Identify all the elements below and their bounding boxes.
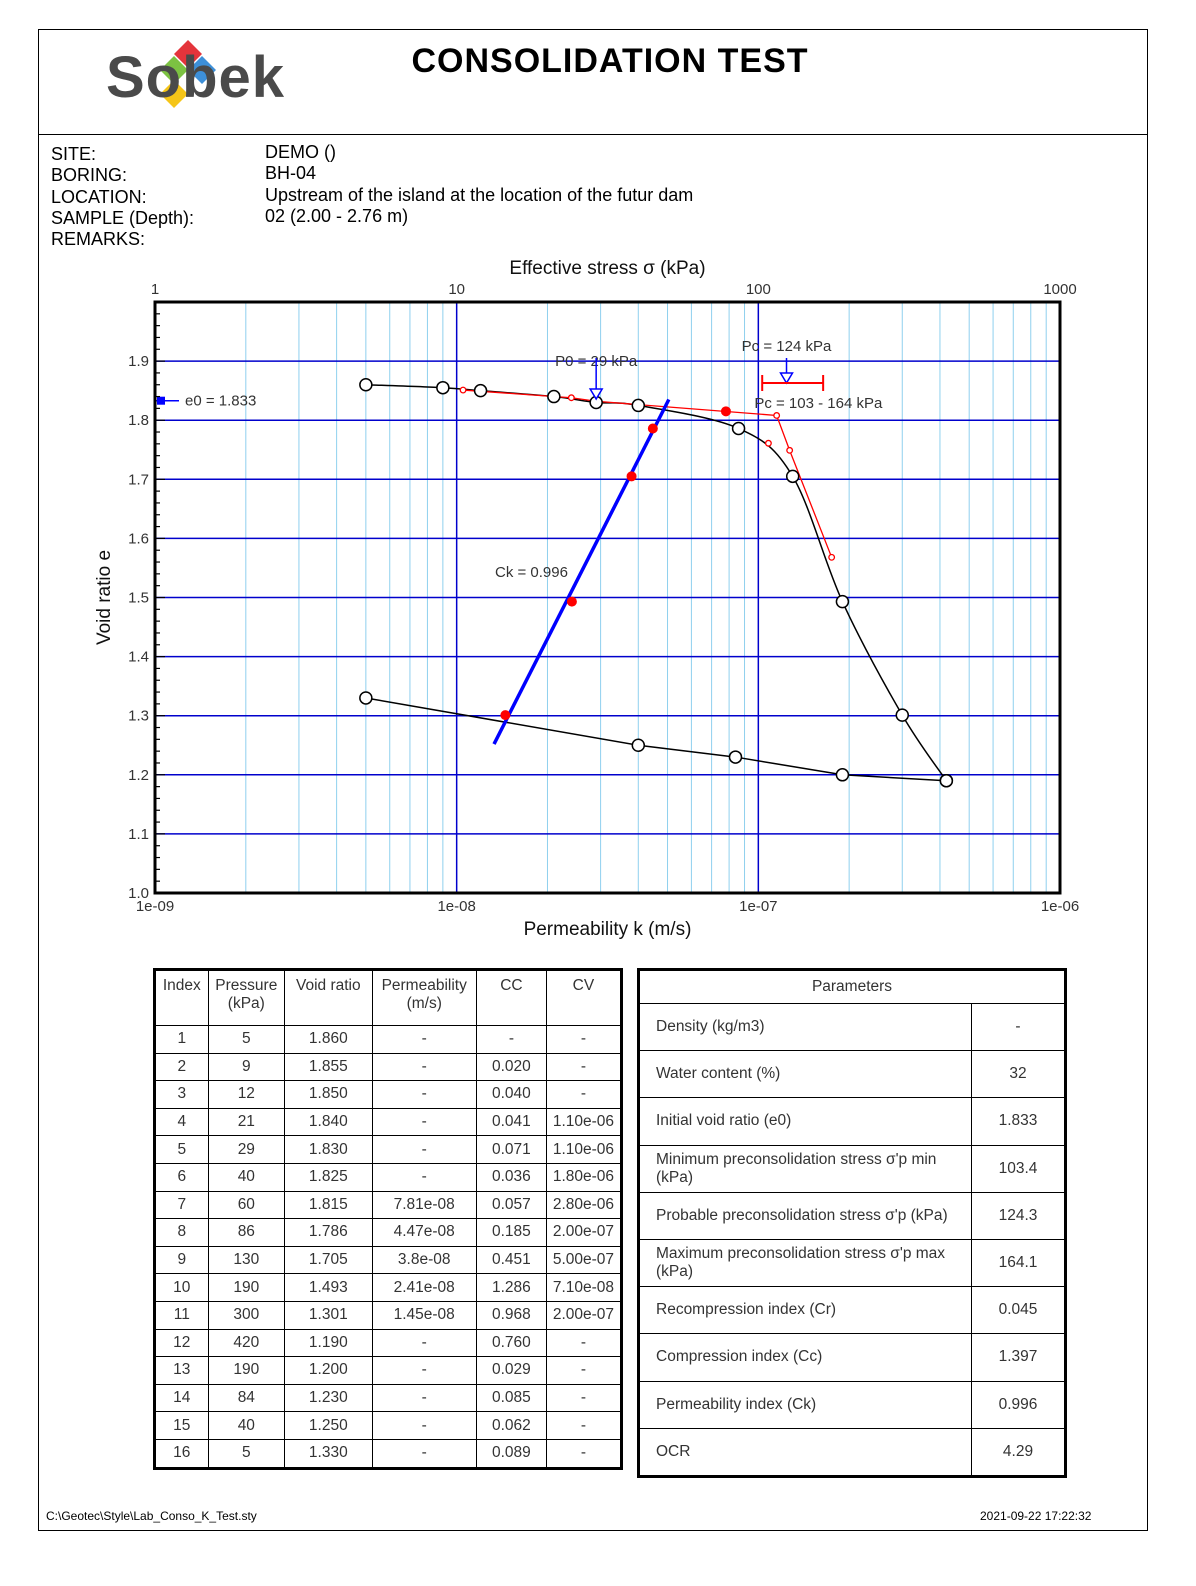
table-row [155, 1053, 622, 1081]
table-cell: 190 [208, 1357, 285, 1385]
data-point [787, 470, 799, 482]
y-tick-label: 1.9 [128, 353, 149, 371]
table-cell: 0.451 [476, 1246, 546, 1274]
table-cell: 0.020 [476, 1053, 546, 1081]
parameter-row [639, 1098, 1066, 1145]
table-cell: - [546, 1329, 621, 1357]
table-cell: - [372, 1357, 476, 1385]
permeability-point [567, 597, 576, 606]
parameter-value: 4.29 [972, 1428, 1066, 1476]
table-cell: 9 [208, 1053, 285, 1081]
bottom-tick-label: 1e-08 [437, 898, 476, 915]
table-cell: 1.10e-06 [546, 1108, 621, 1136]
table-cell: 60 [208, 1191, 285, 1219]
p0-label: P0 = 29 kPa [555, 353, 638, 370]
corrected-curve-point [766, 440, 772, 446]
table-cell: - [546, 1357, 621, 1385]
table-row [155, 1246, 622, 1274]
table-cell: 1.190 [285, 1329, 372, 1357]
table-cell: 4 [155, 1108, 209, 1136]
table-cell: 0.029 [476, 1357, 546, 1385]
y-tick-label: 1.0 [128, 885, 149, 902]
site-label: SITE: [51, 144, 97, 164]
table-cell: 13 [155, 1357, 209, 1385]
table-cell: 1.200 [285, 1357, 372, 1385]
table-cell: 15 [155, 1412, 209, 1440]
logo-text: Sobek [106, 45, 286, 110]
data-point [437, 382, 449, 394]
parameter-label: Recompression index (Cr) [639, 1287, 972, 1334]
table-header-cell: Permeability (m/s) [372, 970, 476, 1026]
data-point [632, 739, 644, 751]
bottom-axis-title: Permeability k (m/s) [523, 919, 692, 940]
table-cell: 10 [155, 1274, 209, 1302]
table-cell: - [372, 1163, 476, 1191]
table-cell: 1.10e-06 [546, 1136, 621, 1164]
table-cell: 1.45e-08 [372, 1301, 476, 1329]
corrected-curve-point [829, 555, 835, 561]
parameter-row [639, 1145, 1066, 1192]
table-cell: 5 [208, 1026, 285, 1054]
data-point [733, 422, 745, 434]
parameter-row [639, 1239, 1066, 1286]
table-cell: 5.00e-07 [546, 1246, 621, 1274]
y-tick-label: 1.1 [128, 825, 149, 843]
parameter-label: Minimum preconsolidation stress σ'p min (kPa) [639, 1145, 972, 1192]
bottom-tick-label: 1e-06 [1040, 898, 1080, 915]
data-point [632, 399, 644, 411]
table-cell: 190 [208, 1274, 285, 1302]
table-cell: 0.071 [476, 1136, 546, 1164]
table-cell: 5 [208, 1439, 285, 1468]
table-cell: 0.057 [476, 1191, 546, 1219]
top-axis-title: Effective stress σ (kPa) [509, 258, 706, 279]
table-cell: 1.330 [285, 1439, 372, 1468]
y-axis-title: Void ratio e [94, 549, 115, 646]
parameter-value: 0.045 [972, 1287, 1066, 1334]
table-row [155, 1163, 622, 1191]
boring-value: BH-04 [265, 163, 317, 183]
table-cell: 1.250 [285, 1412, 372, 1440]
y-tick-label: 1.4 [128, 648, 149, 666]
corrected-curve-point [774, 413, 780, 419]
parameter-value: - [972, 1004, 1066, 1051]
pc-range-label: Pc = 103 - 164 kPa [754, 395, 883, 412]
table-cell: 1.830 [285, 1136, 372, 1164]
table-cell: 2 [155, 1053, 209, 1081]
parameter-value: 164.1 [972, 1239, 1066, 1286]
results-table [153, 968, 623, 1470]
top-tick-label: 1 [150, 281, 160, 298]
ck-label: Ck = 0.996 [495, 564, 568, 581]
table-cell: 420 [208, 1329, 285, 1357]
top-tick-label: 1000 [1043, 281, 1077, 298]
table-cell: 0.062 [476, 1412, 546, 1440]
table-cell: 2.41e-08 [372, 1274, 476, 1302]
bottom-tick-label: 1e-07 [739, 898, 778, 915]
permeability-point [648, 424, 657, 433]
data-point [836, 769, 848, 781]
table-cell: 1.705 [285, 1246, 372, 1274]
table-cell: 0.185 [476, 1219, 546, 1247]
table-cell: - [476, 1026, 546, 1054]
table-cell: 7 [155, 1191, 209, 1219]
parameters-header: Parameters [639, 970, 1066, 1004]
corrected-curve-point [787, 448, 793, 454]
unloading-curve-line [366, 698, 946, 781]
table-cell: 7.10e-08 [546, 1274, 621, 1302]
table-cell: 7.81e-08 [372, 1191, 476, 1219]
table-cell: 6 [155, 1163, 209, 1191]
table-cell: - [546, 1053, 621, 1081]
parameter-value: 1.833 [972, 1098, 1066, 1145]
permeability-point [721, 407, 730, 416]
table-row [155, 1108, 622, 1136]
table-cell: 3 [155, 1081, 209, 1109]
sample-label: SAMPLE (Depth): [51, 208, 195, 228]
parameter-row [639, 1287, 1066, 1334]
table-cell: 1.786 [285, 1219, 372, 1247]
table-cell: 1.815 [285, 1191, 372, 1219]
table-cell: - [372, 1081, 476, 1109]
table-cell: 1.860 [285, 1026, 372, 1054]
parameter-value: 103.4 [972, 1145, 1066, 1192]
y-tick-label: 1.5 [128, 589, 149, 607]
table-cell: - [372, 1053, 476, 1081]
parameter-value: 32 [972, 1051, 1066, 1098]
boring-label: BORING: [51, 165, 128, 185]
table-cell: 40 [208, 1412, 285, 1440]
data-point [896, 709, 908, 721]
table-cell: 0.089 [476, 1439, 546, 1468]
table-row [155, 1301, 622, 1329]
table-header-cell: CC [476, 970, 546, 1026]
table-cell: 11 [155, 1301, 209, 1329]
table-cell: 12 [208, 1081, 285, 1109]
footer-style-path: C:\Geotec\Style\Lab_Conso_K_Test.sty [46, 1509, 257, 1523]
table-cell: - [372, 1136, 476, 1164]
pc-label: Pc = 124 kPa [741, 338, 832, 355]
table-cell: - [372, 1384, 476, 1412]
table-cell: - [372, 1026, 476, 1054]
compression-curve-line [366, 385, 946, 781]
table-cell: 1.840 [285, 1108, 372, 1136]
table-cell: 5 [155, 1136, 209, 1164]
table-cell: 8 [155, 1219, 209, 1247]
location-value: Upstream of the island at the location of the futur dam [265, 185, 694, 205]
table-row [155, 1274, 622, 1302]
parameter-row [639, 1051, 1066, 1098]
y-tick-label: 1.8 [128, 412, 149, 430]
parameter-label: Water content (%) [639, 1051, 972, 1098]
table-cell: 1.230 [285, 1384, 372, 1412]
bottom-tick-label: 1e-09 [135, 898, 175, 915]
table-cell: - [372, 1439, 476, 1468]
table-cell: 1.286 [476, 1274, 546, 1302]
data-point [548, 391, 560, 403]
e0-label: e0 = 1.833 [185, 392, 257, 410]
location-label: LOCATION: [51, 187, 147, 207]
data-point [729, 751, 741, 763]
parameter-row [639, 1334, 1066, 1381]
table-cell: 0.968 [476, 1301, 546, 1329]
parameter-label: OCR [639, 1428, 972, 1476]
table-cell: 0.040 [476, 1081, 546, 1109]
table-row [155, 1219, 622, 1247]
table-cell: 130 [208, 1246, 285, 1274]
table-row [155, 1136, 622, 1164]
table-cell: - [546, 1412, 621, 1440]
parameter-value: 0.996 [972, 1381, 1066, 1428]
table-cell: 0.036 [476, 1163, 546, 1191]
table-cell: 9 [155, 1246, 209, 1274]
header-separator [38, 134, 1148, 135]
permeability-point [627, 472, 636, 481]
table-cell: 12 [155, 1329, 209, 1357]
table-row [155, 1081, 622, 1109]
y-tick-label: 1.6 [128, 530, 149, 548]
corrected-curve-point [569, 395, 575, 401]
table-cell: 29 [208, 1136, 285, 1164]
table-header-cell: Void ratio [285, 970, 372, 1026]
pc-arrow-icon [781, 373, 793, 383]
table-cell: - [372, 1329, 476, 1357]
table-cell: - [372, 1108, 476, 1136]
table-cell: 2.00e-07 [546, 1301, 621, 1329]
table-cell: 84 [208, 1384, 285, 1412]
parameter-row [639, 1192, 1066, 1239]
table-cell: - [546, 1384, 621, 1412]
table-cell: 0.041 [476, 1108, 546, 1136]
parameter-row [639, 1381, 1066, 1428]
table-cell: 1.855 [285, 1053, 372, 1081]
parameter-label: Initial void ratio (e0) [639, 1098, 972, 1145]
table-row [155, 1329, 622, 1357]
top-tick-label: 100 [745, 281, 771, 298]
table-cell: 300 [208, 1301, 285, 1329]
data-point [360, 692, 372, 704]
table-cell: 40 [208, 1163, 285, 1191]
parameter-row [639, 1004, 1066, 1051]
y-tick-label: 1.3 [128, 707, 149, 725]
parameter-label: Maximum preconsolidation stress σ'p max (kPa) [639, 1239, 972, 1286]
table-cell: - [546, 1081, 621, 1109]
parameter-label: Density (kg/m3) [639, 1004, 972, 1051]
table-cell: - [372, 1412, 476, 1440]
sample-value: 02 (2.00 - 2.76 m) [265, 206, 409, 226]
footer-datetime: 2021-09-22 17:22:32 [980, 1509, 1092, 1523]
table-cell: 21 [208, 1108, 285, 1136]
table-cell: 1.825 [285, 1163, 372, 1191]
parameter-value: 124.3 [972, 1192, 1066, 1239]
table-header-cell: Index [155, 970, 209, 1026]
table-cell: 2.80e-06 [546, 1191, 621, 1219]
table-cell: 1.80e-06 [546, 1163, 621, 1191]
table-cell: 2.00e-07 [546, 1219, 621, 1247]
top-tick-label: 10 [448, 281, 466, 298]
table-row [155, 1412, 622, 1440]
table-row [155, 1191, 622, 1219]
parameter-label: Permeability index (Ck) [639, 1381, 972, 1428]
site-value: DEMO () [265, 142, 336, 162]
remarks-label: REMARKS: [51, 229, 146, 249]
table-cell: 4.47e-08 [372, 1219, 476, 1247]
table-cell: 1.850 [285, 1081, 372, 1109]
data-point [360, 379, 372, 391]
consolidation-chart [0, 250, 1196, 950]
parameter-value: 1.397 [972, 1334, 1066, 1381]
table-row [155, 1026, 622, 1054]
table-cell: 14 [155, 1384, 209, 1412]
table-cell: 0.760 [476, 1329, 546, 1357]
corrected-curve-point [460, 387, 466, 393]
table-cell: - [546, 1439, 621, 1468]
table-row [155, 1384, 622, 1412]
table-cell: 16 [155, 1439, 209, 1468]
data-point [475, 385, 487, 397]
table-cell: - [546, 1026, 621, 1054]
parameter-row [639, 1428, 1066, 1476]
table-row [155, 1357, 622, 1385]
table-cell: 0.085 [476, 1384, 546, 1412]
permeability-point [501, 711, 510, 720]
table-cell: 3.8e-08 [372, 1246, 476, 1274]
parameter-label: Compression index (Cc) [639, 1334, 972, 1381]
table-header-cell: CV [546, 970, 621, 1026]
table-cell: 1.493 [285, 1274, 372, 1302]
table-cell: 1.301 [285, 1301, 372, 1329]
y-tick-label: 1.2 [128, 766, 149, 784]
data-point [836, 596, 848, 608]
table-cell: 1 [155, 1026, 209, 1054]
parameter-label: Probable preconsolidation stress σ'p (kPa) [639, 1192, 972, 1239]
y-tick-label: 1.7 [128, 471, 149, 489]
table-header-cell: Pressure (kPa) [208, 970, 285, 1026]
table-cell: 86 [208, 1219, 285, 1247]
data-point [940, 775, 952, 787]
parameters-table [637, 968, 1067, 1478]
e0-marker [157, 397, 165, 405]
page-title: CONSOLIDATION TEST [411, 42, 809, 80]
table-row [155, 1439, 622, 1468]
